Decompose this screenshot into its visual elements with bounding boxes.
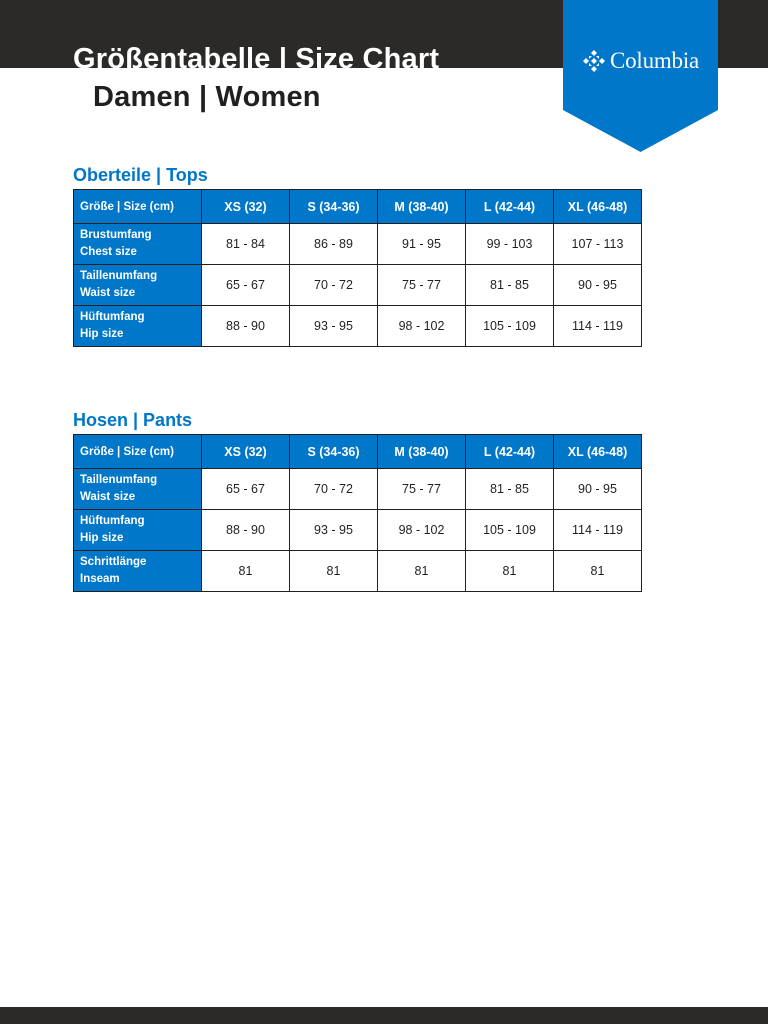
- brand-name: Columbia: [609, 48, 700, 73]
- columbia-diamond-logo-icon: [582, 49, 606, 73]
- table-row: [74, 469, 642, 510]
- table-cell: 93 - 95: [290, 306, 378, 347]
- table-cell: 75 - 77: [378, 469, 466, 510]
- table-cell: 99 - 103: [466, 224, 554, 265]
- row-label: [74, 469, 202, 510]
- column-header: XL (46-48): [554, 435, 642, 469]
- table-cell: 81: [378, 551, 466, 592]
- page-subtitle: Damen | Women: [93, 81, 321, 113]
- column-header: L (42-44): [466, 190, 554, 224]
- row-label-de: Taillenumfang: [80, 474, 158, 486]
- table-row: [74, 510, 642, 551]
- row-label-de: Hüftumfang: [80, 311, 145, 323]
- row-label-en: Inseam: [80, 573, 120, 585]
- table-cell: 70 - 72: [290, 469, 378, 510]
- row-label: [74, 551, 202, 592]
- row-label-en: Hip size: [80, 328, 124, 340]
- tops-section-title: Oberteile | Tops: [73, 165, 208, 185]
- row-label-en: Chest size: [80, 246, 137, 258]
- table-header-row: [74, 190, 642, 224]
- table-cell: 107 - 113: [554, 224, 642, 265]
- table-cell: 88 - 90: [202, 306, 290, 347]
- pants-size-table: [73, 434, 642, 592]
- table-row: [74, 265, 642, 306]
- row-label: [74, 510, 202, 551]
- column-header: M (38-40): [378, 435, 466, 469]
- row-label-en: Waist size: [80, 491, 136, 503]
- size-header-label: Größe | Size (cm): [74, 435, 202, 469]
- column-header: XL (46-48): [554, 190, 642, 224]
- footer-band: [0, 1007, 768, 1024]
- row-label-de: Taillenumfang: [80, 270, 158, 282]
- table-cell: 105 - 109: [466, 306, 554, 347]
- table-cell: 81: [554, 551, 642, 592]
- table-cell: 75 - 77: [378, 265, 466, 306]
- column-header: S (34-36): [290, 190, 378, 224]
- table-cell: 90 - 95: [554, 469, 642, 510]
- column-header: XS (32): [202, 435, 290, 469]
- table-cell: 81 - 85: [466, 469, 554, 510]
- tops-size-table: [73, 189, 642, 347]
- column-header: XS (32): [202, 190, 290, 224]
- row-label-de: Hüftumfang: [80, 515, 145, 527]
- row-label-de: Brustumfang: [80, 229, 152, 241]
- table-cell: 81 - 84: [202, 224, 290, 265]
- size-header-label: Größe | Size (cm): [74, 190, 202, 224]
- row-label-en: Waist size: [80, 287, 136, 299]
- table-cell: 114 - 119: [554, 306, 642, 347]
- table-cell: 98 - 102: [378, 510, 466, 551]
- brand-logo: [563, 46, 718, 76]
- table-cell: 91 - 95: [378, 224, 466, 265]
- table-cell: 81: [290, 551, 378, 592]
- row-label-en: Hip size: [80, 532, 124, 544]
- table-row: [74, 306, 642, 347]
- column-header: M (38-40): [378, 190, 466, 224]
- table-cell: 81: [466, 551, 554, 592]
- table-cell: 86 - 89: [290, 224, 378, 265]
- table-cell: 65 - 67: [202, 265, 290, 306]
- table-row: [74, 551, 642, 592]
- row-label-de: Schrittlänge: [80, 556, 147, 568]
- column-header: L (42-44): [466, 435, 554, 469]
- row-label: [74, 224, 202, 265]
- table-header-row: [74, 435, 642, 469]
- column-header: S (34-36): [290, 435, 378, 469]
- row-label: [74, 265, 202, 306]
- table-row: [74, 224, 642, 265]
- badge-background: [563, 0, 718, 152]
- page-title: Größentabelle | Size Chart: [73, 43, 440, 75]
- table-cell: 114 - 119: [554, 510, 642, 551]
- table-cell: 81: [202, 551, 290, 592]
- row-label: [74, 306, 202, 347]
- table-cell: 93 - 95: [290, 510, 378, 551]
- table-cell: 105 - 109: [466, 510, 554, 551]
- pants-section-title: Hosen | Pants: [73, 410, 193, 430]
- table-cell: 88 - 90: [202, 510, 290, 551]
- table-cell: 98 - 102: [378, 306, 466, 347]
- table-cell: 81 - 85: [466, 265, 554, 306]
- table-cell: 65 - 67: [202, 469, 290, 510]
- brand-logo-badge: [563, 0, 718, 152]
- table-cell: 70 - 72: [290, 265, 378, 306]
- table-cell: 90 - 95: [554, 265, 642, 306]
